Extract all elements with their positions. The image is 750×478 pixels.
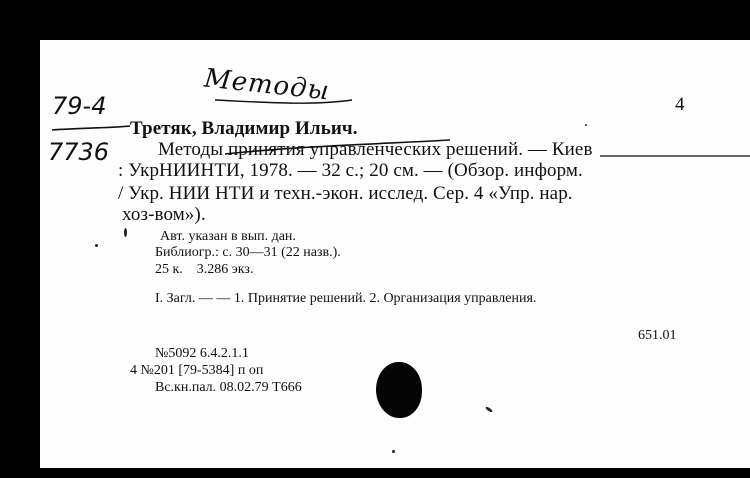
note-line-3: 25 к. 3.286 экз. (155, 262, 254, 277)
handwritten-shelf-code-bottom: 7736 (48, 138, 110, 166)
author-heading: Третяк, Владимир Ильич. (130, 118, 358, 139)
speck (392, 450, 395, 453)
speck (585, 124, 587, 126)
speck (124, 228, 127, 237)
description-line-1: Методы принятия управленческих решений. — Киев (158, 139, 593, 160)
description-line-2: : УкрНИИНТИ, 1978. — 32 с.; 20 см. — (Обзор. информ. (118, 160, 583, 181)
footer-line-1: №5092 6.4.2.1.1 (155, 346, 249, 361)
description-line-3: / Укр. НИИ НТИ и техн.-экон. исслед. Сер. 4 «Упр. нар. (118, 183, 573, 204)
catalog-card (40, 40, 750, 468)
handwritten-shelf-code-top: 79-4 (52, 92, 107, 120)
classification: 651.01 (638, 328, 677, 343)
footer-line-2: 4 №201 [79-5384] п оп (130, 363, 264, 378)
handwritten-title: Методы (202, 63, 332, 107)
description-line-4: хоз-вом»). (122, 204, 206, 225)
footer-line-3: Вс.кн.пал. 08.02.79 Т666 (155, 380, 302, 395)
code-underline (52, 126, 130, 130)
tracings: I. Загл. — — 1. Принятие решений. 2. Организация управления. (155, 291, 537, 306)
note-line-1: Авт. указан в вып. дан. (160, 229, 296, 244)
card-number: 4 (675, 94, 685, 115)
note-line-2: Библиогр.: с. 30—31 (22 назв.). (155, 245, 341, 260)
speck (95, 244, 98, 247)
ink-blot (376, 362, 422, 418)
